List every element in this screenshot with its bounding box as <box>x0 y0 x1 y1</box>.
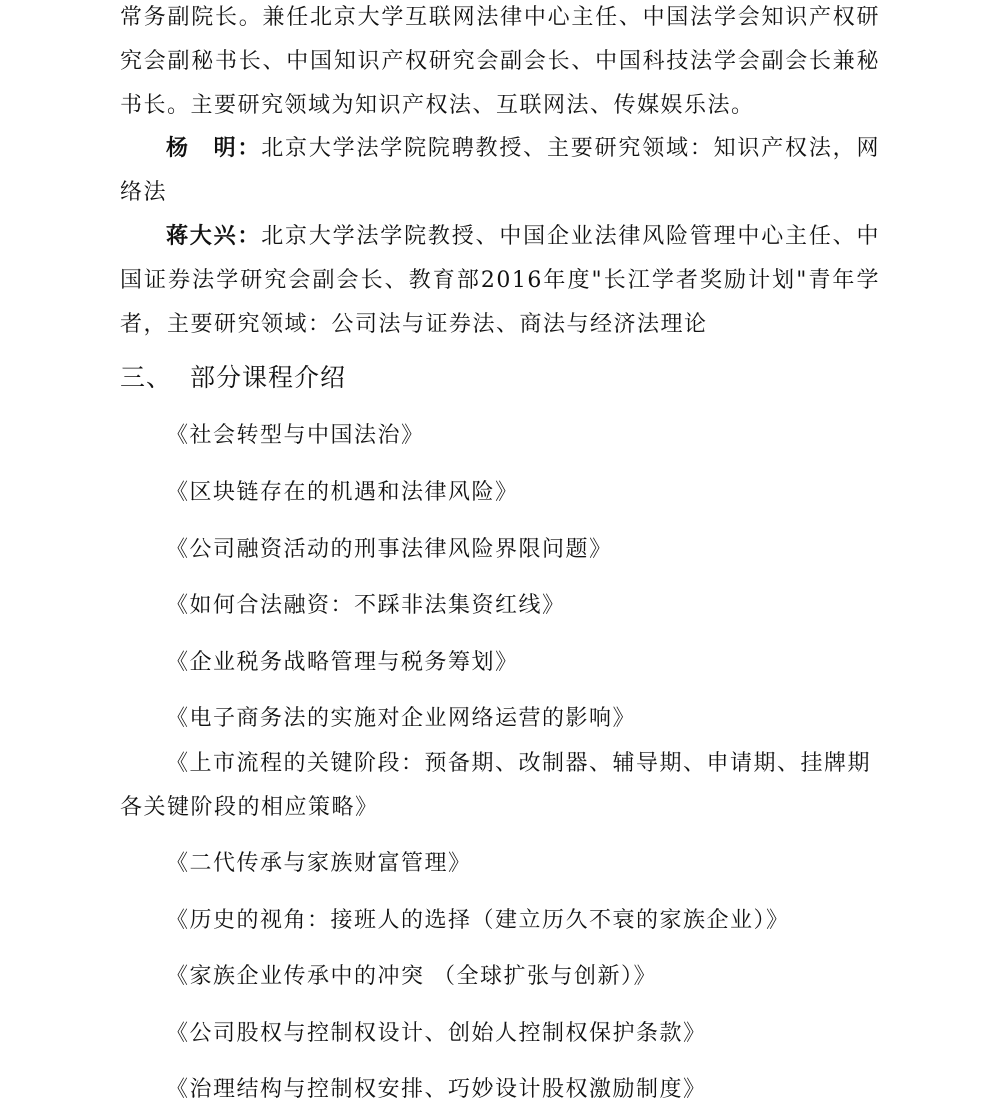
person-name: 杨 明： <box>166 135 262 161</box>
intro-paragraph <box>120 0 880 128</box>
course-item: 《家族企业传承中的冲突 （全球扩张与创新）》 <box>166 964 657 989</box>
course-item: 《二代传承与家族财富管理》 <box>166 851 472 876</box>
person-name: 蒋大兴： <box>166 223 262 249</box>
course-item: 《治理结构与控制权安排、巧妙设计股权激励制度》 <box>166 1077 707 1102</box>
course-item: 《上市流程的关键阶段：预备期、改制器、辅导期、申请期、挂牌期各关键阶段的相应策略》 <box>120 751 872 820</box>
course-item: 《公司股权与控制权设计、创始人控制权保护条款》 <box>166 1021 707 1046</box>
course-item: 《社会转型与中国法治》 <box>166 423 425 448</box>
section-number: 三、 <box>120 363 173 392</box>
person-description: 北京大学法学院院聘教授、主要研究领域：知识产权法，网络法 <box>120 136 880 205</box>
course-item: 《区块链存在的机遇和法律风险》 <box>166 480 519 505</box>
person-paragraph-yang <box>120 126 880 215</box>
intro-text: 常务副院长。兼任北京大学互联网法律中心主任、中国法学会知识产权研究会副秘书长、中国知识产权研究会副会长、中国科技法学会副会长兼秘书长。主要研究领域为知识产权法、互联网法、传媒娱乐法。 <box>120 5 880 118</box>
person-paragraph-jiang <box>120 214 880 347</box>
course-item: 《企业税务战略管理与税务筹划》 <box>166 650 519 675</box>
course-item: 《公司融资活动的刑事法律风险界限问题》 <box>166 537 613 562</box>
course-item: 《电子商务法的实施对企业网络运营的影响》 <box>166 706 637 731</box>
course-item: 《如何合法融资：不踩非法集资红线》 <box>166 593 566 618</box>
section-title: 部分课程介绍 <box>190 363 347 392</box>
section-heading <box>120 356 346 400</box>
course-item: 《历史的视角：接班人的选择（建立历久不衰的家族企业）》 <box>166 908 790 933</box>
person-description: 北京大学法学院教授、中国企业法律风险管理中心主任、中国证券法学研究会副会长、教育部2016年度"长江学者奖励计划"青年学者，主要研究领域：公司法与证券法、商法与经济法理论 <box>120 224 880 337</box>
